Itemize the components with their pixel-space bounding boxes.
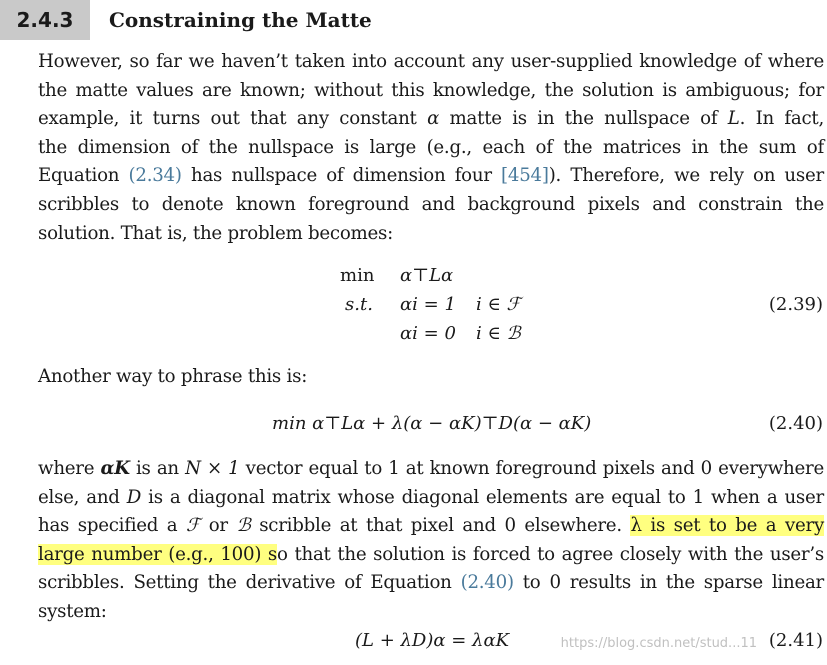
text-line: scribbles. Setting the derivative of Equation (2.40) to 0 results in the sparse linear	[38, 572, 824, 594]
section-title: Constraining the Matte	[109, 8, 372, 32]
background-set-symbol: ℬ	[236, 515, 251, 537]
paragraph-intro	[38, 48, 824, 248]
equation-number: (2.40)	[768, 413, 823, 434]
alpha-symbol: α	[427, 108, 440, 130]
text-line: Equation (2.34) has nullspace of dimension four [454]). Therefore, we rely on user	[38, 165, 824, 187]
section-header	[0, 0, 827, 40]
paragraph-rephrase: Another way to phrase this is:	[38, 366, 308, 387]
text-line: large number (e.g., 100) so that the solution is forced to agree closely with the user’s	[38, 543, 824, 565]
eq-expression: min α⊤Lα + λ(α − αK)⊤D(α − αK)	[272, 413, 592, 434]
eq-objective: α⊤Lα	[400, 265, 454, 286]
watermark: https://blog.csdn.net/stud...11	[560, 636, 757, 651]
text-line: the matte values are known; without this knowledge, the solution is ambiguous; for	[38, 79, 824, 101]
text-line: solution. That is, the problem becomes:	[38, 222, 394, 244]
text-line: system:	[38, 600, 107, 622]
highlighted-text: large number (e.g., 100) s	[38, 543, 277, 565]
text-line: the dimension of the nullspace is large (e.g., each of the matrices in the sum of	[38, 136, 824, 158]
equation-number: (2.41)	[768, 630, 823, 651]
alpha-k-symbol: αK	[100, 458, 130, 479]
eq-expression: (L + λD)α = λαK	[355, 630, 510, 651]
eq-constraint-2: αi = 0	[400, 323, 456, 344]
eq-subject-to: s.t.	[345, 294, 373, 315]
text-line: has specified a ℱ or ℬ scribble at that pixel and 0 elsewhere. λ is set to be a very	[38, 515, 824, 537]
text-line: However, so far we haven’t taken into account any user-supplied knowledge of where	[38, 51, 824, 72]
equation-number: (2.39)	[768, 294, 823, 315]
highlighted-text: λ is set to be a very	[630, 515, 824, 537]
paragraph-explanation	[38, 455, 824, 627]
eq-constraint-1-set: i ∈ ℱ	[476, 294, 521, 315]
section-number: 2.4.3	[0, 0, 90, 40]
eq-constraint-2-set: i ∈ ℬ	[476, 323, 521, 344]
n-by-1-symbol: N × 1	[185, 458, 240, 479]
text-line: example, it turns out that any constant α matte is in the nullspace of L. In fact,	[38, 108, 824, 130]
eq-min: min	[340, 265, 375, 286]
laplacian-symbol: L	[727, 108, 740, 130]
d-symbol: D	[126, 486, 142, 508]
equation-reference[interactable]: (2.34)	[128, 165, 182, 187]
text-line: else, and D is a diagonal matrix whose diagonal elements are equal to 1 when a user	[38, 486, 824, 508]
equation-reference[interactable]: (2.40)	[460, 572, 514, 594]
text-line: scribbles to denote known foreground and background pixels and constrain the	[38, 193, 824, 215]
eq-constraint-1: αi = 1	[400, 294, 456, 315]
citation-reference[interactable]: [454]	[501, 165, 549, 187]
foreground-set-symbol: ℱ	[186, 515, 201, 537]
text-line: where αK is an N × 1 vector equal to 1 at known foreground pixels and 0 everywhere	[38, 458, 824, 479]
